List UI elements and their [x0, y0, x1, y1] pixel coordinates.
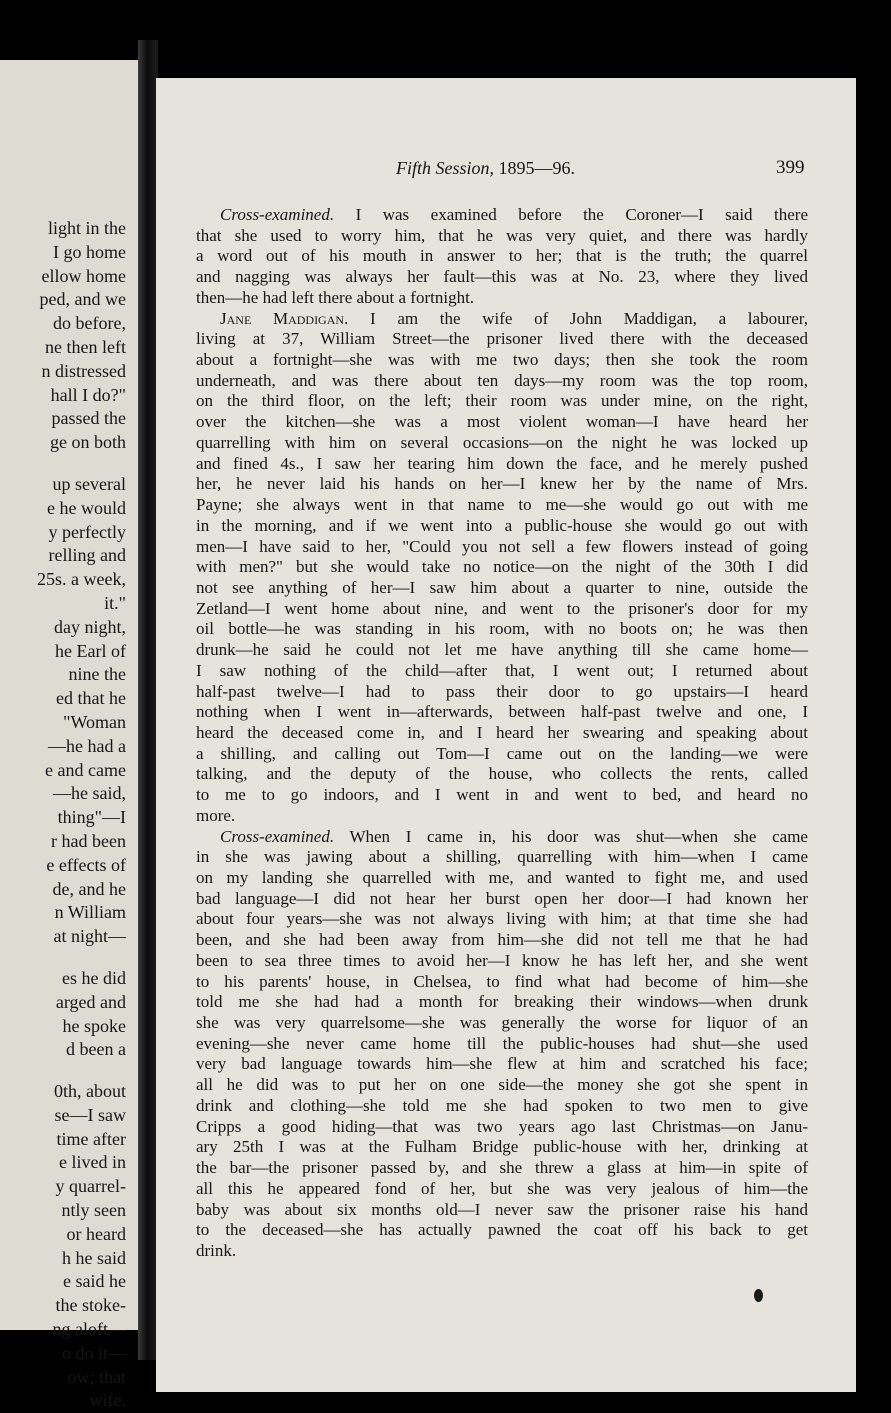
text-line: half-past twelve—I had to pass their door to go upstairs—I heard: [196, 681, 808, 701]
left-page-line: —he said,: [53, 783, 126, 804]
left-page-line: ed that he: [56, 688, 126, 709]
right-page: [156, 78, 856, 1392]
left-page-line: ntly seen: [61, 1200, 126, 1221]
text-line: a word out of his mouth in answer to her; that is the truth; the quarrel: [196, 246, 808, 266]
left-page-line: hall I do?": [50, 384, 126, 405]
left-page-line: ng aloft—: [52, 1319, 126, 1340]
left-page-line: I go home: [53, 241, 126, 262]
text-line: her, he never laid his hands on her—I knew her by the name of Mrs.: [196, 474, 808, 494]
text-line: underneath, and was there about ten days—my room was the top room,: [196, 370, 808, 390]
text-line: evening—she never came home till the public-houses had shut—she used: [196, 1033, 808, 1053]
left-page-line: e lived in: [59, 1152, 126, 1173]
left-page-line: e he would: [47, 497, 126, 518]
left-page-line: h he said: [62, 1247, 126, 1268]
left-page-line: he spoke: [62, 1015, 126, 1036]
left-page-line: ow; that: [67, 1366, 126, 1387]
left-page-line: at night—: [53, 926, 126, 947]
text-line: talking, and the deputy of the house, who collects the rents, called: [196, 764, 808, 784]
left-page-line: time after: [56, 1128, 126, 1149]
left-page-line: nine the: [68, 664, 126, 685]
text-line: drunk—he said he could not let me have anything till she came home—: [196, 640, 808, 660]
text-line: over the kitchen—she was a most violent woman—I have heard her: [196, 412, 808, 432]
text-line: not see anything of her—I saw him about a quarter to nine, outside the: [196, 577, 808, 597]
testimony-text: [196, 205, 808, 1262]
book-gutter: [138, 40, 158, 1360]
text-line: to his parents' house, in Chelsea, to find what had become of him—she: [196, 971, 808, 991]
left-page-line: relling and: [48, 545, 126, 566]
left-page-line: do before,: [53, 313, 126, 334]
ink-mark: [754, 1289, 763, 1302]
left-page-line: thing"—I: [57, 807, 126, 828]
session-years: 1895—96.: [498, 158, 575, 178]
text-line: and fined 4s., I saw her tearing him down the face, and he merely pushed: [196, 453, 808, 473]
left-page-line: [0, 949, 126, 967]
text-line: told me she had had a month for breaking their windows—when drunk: [196, 992, 808, 1012]
text-line: [196, 827, 808, 848]
left-page-line: "Woman: [63, 711, 126, 732]
left-page-line: light in the: [48, 218, 126, 238]
text-line: nothing when I went in—afterwards, between half-past twelve and one, I: [196, 702, 808, 722]
left-page-line: 0th, about: [54, 1081, 126, 1102]
left-page-line: n distressed: [41, 360, 126, 381]
left-page-line: [0, 1062, 126, 1080]
text-line: to the deceased—she has actually pawned the coat off his back to get: [196, 1220, 808, 1240]
text-line: men—I have said to her, "Could you not sell a few flowers instead of going: [196, 536, 808, 556]
text-line: in the morning, and if we went into a public-house she would go out with: [196, 515, 808, 535]
text-line: to me to go indoors, and I went in and went to bed, and heard no: [196, 785, 808, 805]
text-line: ary 25th I was at the Fulham Bridge public-house with her, drinking at: [196, 1137, 808, 1157]
left-page-line: y quarrel-: [55, 1176, 126, 1197]
left-page-line: arged and: [55, 991, 126, 1012]
text-line: with men?" but she would take no notice—on the night of the 30th I did: [196, 557, 808, 577]
left-page-line: wife.: [89, 1390, 126, 1411]
left-page-line: or heard: [66, 1223, 126, 1244]
text-line: Payne; she always went in that name to me—she would go out with me: [196, 495, 808, 515]
text-line: living at 37, William Street—the prisoner lived there with the deceased: [196, 329, 808, 349]
text-line: [196, 309, 808, 330]
left-page-line: ne then left: [45, 336, 126, 357]
text-line: I saw nothing of the child—after that, I went out; I returned about: [196, 660, 808, 680]
left-page-line: [0, 455, 126, 473]
left-page-line: es he did: [62, 967, 126, 988]
text-line: and nagging was always her fault—this was at No. 23, where they lived: [196, 267, 808, 287]
left-page-line: —he had a: [48, 735, 126, 756]
left-page-line: r had been: [51, 830, 126, 851]
left-page-line: passed the: [51, 408, 126, 429]
left-page-line: e and came: [45, 759, 126, 780]
paragraph: [196, 309, 808, 827]
text-line: about a fortnight—she was with me two days; then she took the room: [196, 350, 808, 370]
left-page-line: ped, and we: [39, 289, 126, 310]
text-line: oil bottle—he was standing in his room, with no boots on; he was then: [196, 619, 808, 639]
text-line: heard the deceased come in, and I heard her swearing and speaking about: [196, 722, 808, 742]
text-line: bad language—I did not hear her burst open her door—I had known her: [196, 888, 808, 908]
line-text: I am the wife of John Maddigan, a labourer,: [370, 308, 808, 328]
text-line: a shilling, and calling out Tom—I came out on the landing—we were: [196, 743, 808, 763]
left-page-line: n William: [54, 902, 126, 923]
left-page-fragment: [0, 60, 138, 1411]
text-line: all this he appeared fond of her, but she was very jealous of him—the: [196, 1178, 808, 1198]
text-line: all he did was to put her on one side—the money she got she spent in: [196, 1075, 808, 1095]
text-line: Cripps a good hiding—that was two years ago last Christmas—on Janu-: [196, 1116, 808, 1136]
text-line: she was very quarrelsome—she was generally the worse for liquor of an: [196, 1013, 808, 1033]
line-text: When I came in, his door was shut—when she came: [349, 826, 808, 846]
text-line: about four years—she was not always living with him; at that time she had: [196, 909, 808, 929]
left-page-line: 25s. a week,: [37, 569, 126, 590]
left-page-line: e effects of: [46, 854, 126, 875]
left-page-text: [0, 217, 126, 1413]
left-page-line: up several: [52, 473, 126, 494]
left-page-line: it.": [104, 592, 126, 613]
left-page-line: ellow home: [41, 265, 126, 286]
section-label: Cross-examined.: [220, 826, 335, 846]
page-number: 399: [776, 157, 805, 178]
left-page-line: o do it—: [61, 1342, 126, 1363]
paragraph: [196, 205, 808, 309]
left-page-line: ge on both: [50, 432, 126, 453]
text-line: been to sea three times to avoid her—I know he has left her, and she went: [196, 950, 808, 970]
text-line: on the third floor, on the left; their room was under mine, on the right,: [196, 391, 808, 411]
left-page-line: y perfectly: [48, 521, 126, 542]
text-line: drink and clothing—she told me she had spoken to two men to give: [196, 1095, 808, 1115]
line-text: I was examined before the Coroner—I said there: [355, 205, 809, 224]
text-line: then—he had left there about a fortnight.: [196, 287, 475, 307]
text-line: the bar—the prisoner passed by, and she threw a glass at him—in spite of: [196, 1158, 808, 1178]
section-label: Cross-examined.: [220, 205, 335, 224]
text-line: that she used to worry him, that he was very quiet, and there was hardly: [196, 225, 808, 245]
left-page-line: he Earl of: [55, 640, 126, 661]
text-line: on my landing she quarrelled with me, and wanted to fight me, and used: [196, 868, 808, 887]
left-page-line: day night,: [54, 616, 126, 637]
text-line: Zetland—I went home about nine, and went to the prisoner's door for my: [196, 598, 808, 618]
running-header: [396, 158, 575, 179]
text-line: more.: [196, 805, 236, 825]
paragraph: [196, 827, 808, 1262]
text-line: drink.: [196, 1240, 237, 1260]
text-line: baby was about six months old—I never saw the prisoner raise his hand: [196, 1199, 808, 1219]
text-line: very bad language towards him—she flew at him and scratched his face;: [196, 1054, 808, 1074]
text-line: been, and she had been away from him—she did not tell me that he had: [196, 930, 808, 950]
left-page-line: se—I saw: [54, 1104, 126, 1125]
left-page-line: de, and he: [52, 878, 126, 899]
witness-name: Jane Maddigan.: [220, 308, 349, 328]
left-page-line: e said he: [63, 1271, 126, 1292]
left-page-line: the stoke-: [55, 1295, 126, 1316]
text-line: [196, 205, 808, 226]
text-line: quarrelling with him on several occasions—on the night he was locked up: [196, 432, 808, 452]
text-line: in she was jawing about a shilling, quarrelling with him—when I came: [196, 847, 808, 867]
session-label: Fifth Session,: [396, 158, 494, 178]
left-page-line: d been a: [66, 1039, 126, 1060]
